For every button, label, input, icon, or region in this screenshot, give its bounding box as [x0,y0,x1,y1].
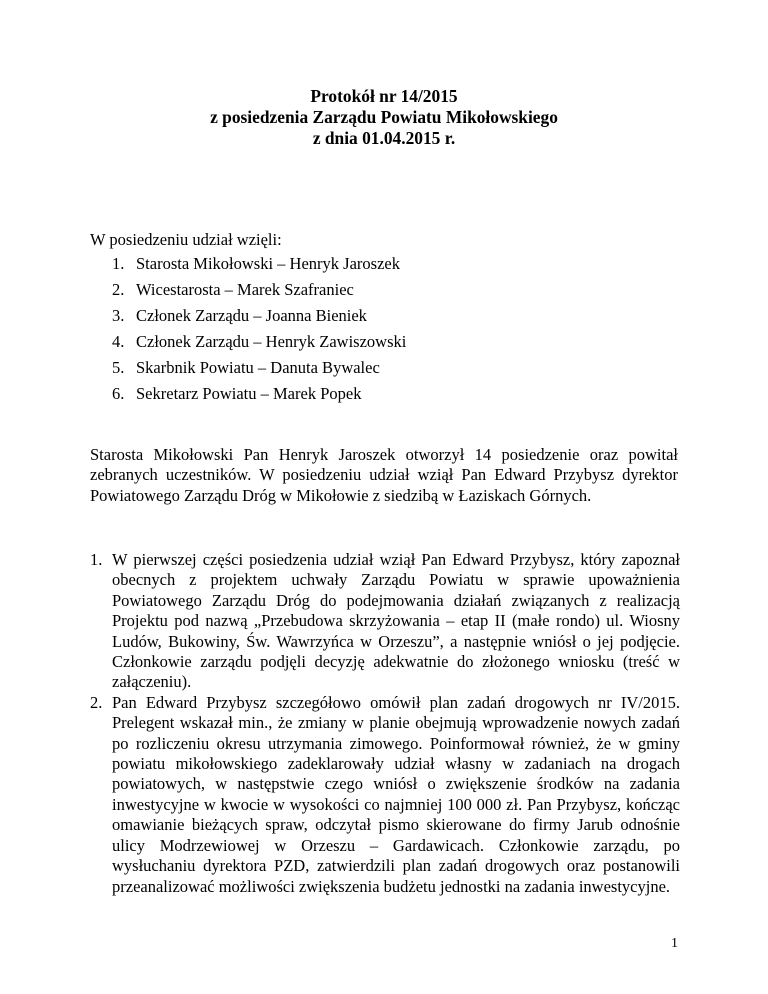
attendee-number: 5. [112,358,125,377]
attendee-item [112,306,406,332]
attendee-text: Członek Zarządu – Henryk Zawiszowski [136,332,407,351]
attendee-text: Sekretarz Powiatu – Marek Popek [136,384,362,403]
attendee-item [112,384,406,410]
attendee-text: Wicestarosta – Marek Szafraniec [136,280,354,299]
title-line-1: Protokół nr 14/2015 [310,86,458,106]
attendee-text: Członek Zarządu – Joanna Bieniek [136,306,367,325]
attendee-item [112,332,406,358]
agenda-item-text: Pan Edward Przybysz szczegółowo omówił plan zadań drogowych nr IV/2015. Prelegent wskazał min., że zmiany w planie obejmują wprowadzenie nowych zadań po rozliczeniu okresu utrzymania zimowego. Poinformował również, że w gminy powiatu mikołowskiego zadeklarowały udział własny w zadaniach na drogach powiatowych, w następstwie czego wniósł o zwiększenie środków na zadania inwestycyjne w kwocie w wysokości co najmniej 100 000 zł. Pan Przybysz, kończąc omawianie bieżących spraw, odczytał pismo skierowane do firmy Jarub odnośnie ulicy Modrzewiowej w Orzeszu – Gardawicach. Członkowie zarządu, po wysłuchaniu dyrektora PZD, zatwierdzili plan zadań drogowych oraz postanowili przeanalizować możliwości zwiększenia budżetu jednostki na zadania inwestycyjne. [112,692,680,896]
attendees-intro: W posiedzeniu udział wzięli: [90,230,282,249]
attendee-number: 1. [112,254,125,273]
agenda-item-text: W pierwszej części posiedzenia udział wziął Pan Edward Przybysz, który zapoznał obecnych z projektem uchwały Zarządu Powiatu w sprawie upoważnienia Powiatowego Zarządu Dróg do podejmowania działań związanych z realizacją Projektu pod nazwą „Przebudowa skrzyżowania – etap II (małe rondo) ul. Wiosny Ludów, Bukowiny, Św. Wawrzyńca w Orzeszu”, a następnie wniósł o jej podjęcie. Członkowie zarządu podjęli decyzję adekwatnie do złożonego wniosku (treść w załączeniu). [112,550,680,692]
attendee-text: Starosta Mikołowski – Henryk Jaroszek [136,254,400,273]
attendee-number: 2. [112,280,125,299]
attendee-number: 3. [112,306,125,325]
attendee-item [112,280,406,306]
agenda-item [90,550,680,693]
intro-paragraph: Starosta Mikołowski Pan Henryk Jaroszek otworzył 14 posiedzenie oraz powitał zebranych uczestników. W posiedzeniu udział wziął Pan Edward Przybysz dyrektor Powiatowego Zarządu Dróg w Mikołowie z siedzibą w Łaziskach Górnych. [90,445,678,505]
attendees-list [112,254,406,410]
agenda-item-number: 1. [90,550,103,569]
document-title [0,86,768,149]
attendee-number: 4. [112,332,125,351]
title-line-2: z posiedzenia Zarządu Powiatu Mikołowskiego [210,107,558,127]
title-line-3: z dnia 01.04.2015 r. [312,128,456,148]
attendee-text: Skarbnik Powiatu – Danuta Bywalec [136,358,380,377]
page-number: 1 [671,936,678,951]
agenda-items-list [90,550,680,897]
attendee-number: 6. [112,384,125,403]
agenda-item [90,693,680,897]
agenda-item-number: 2. [90,692,103,712]
attendee-item [112,254,406,280]
attendee-item [112,358,406,384]
